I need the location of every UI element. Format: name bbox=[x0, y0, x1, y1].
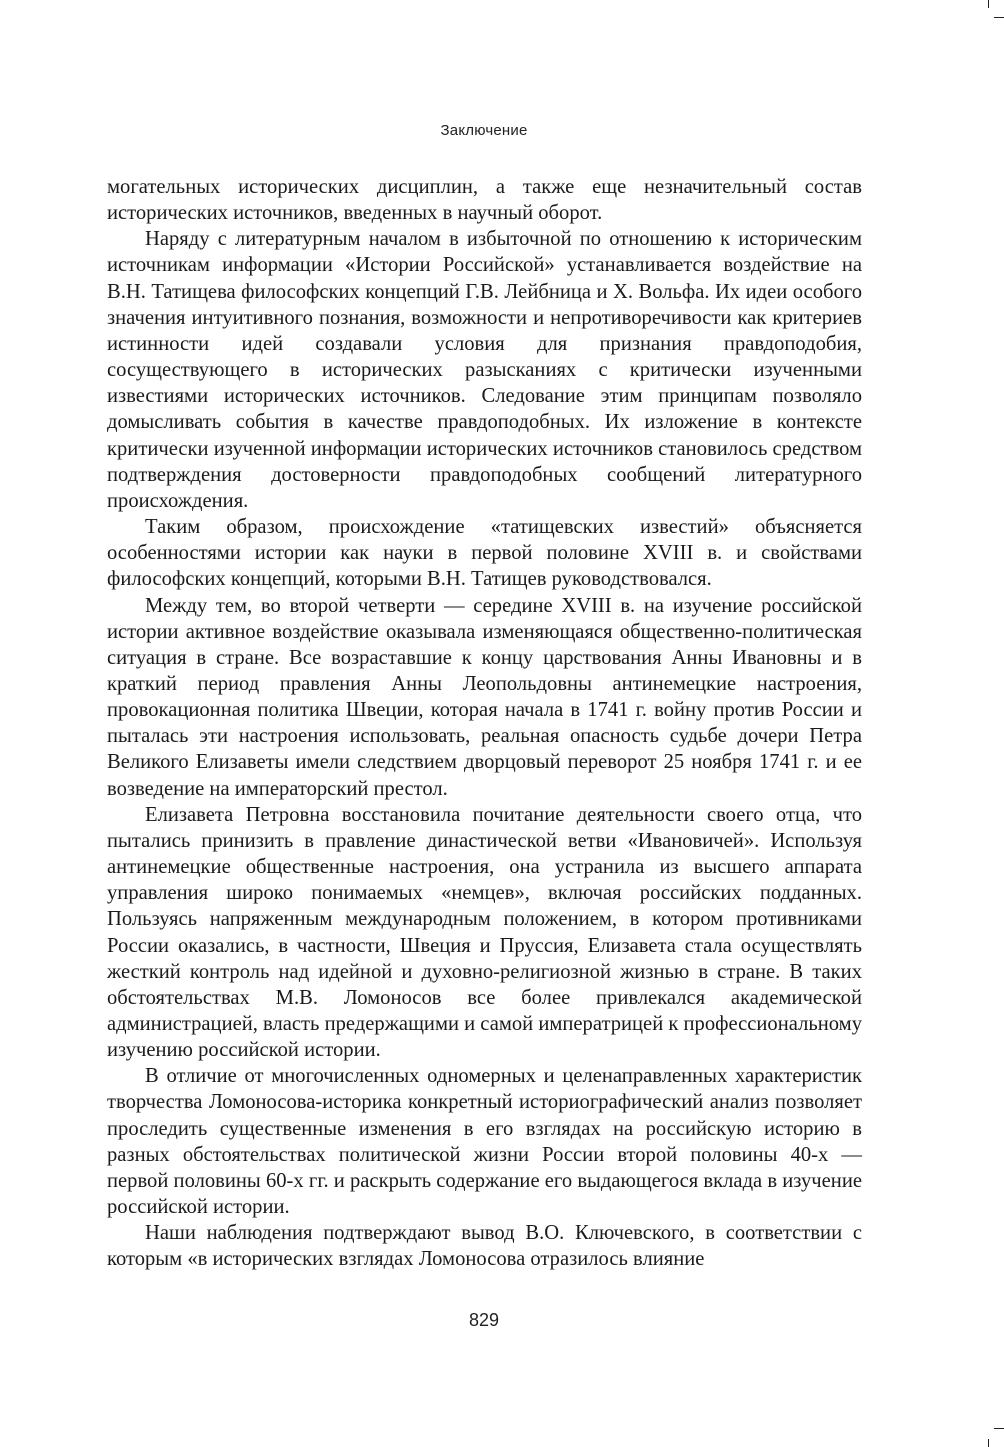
paragraph-1: могательных исторических дисциплин, а также еще незначительный состав исторических источников, введенных в научный оборот. bbox=[107, 176, 862, 225]
paragraph-5: Елизавета Петровна восстановила почитание деятельности своего отца, что пытались принизить в правление династической ветви «Ивановичей». Используя антинемецкие общественные настроения, она устранила из высшего аппарата управления широко понимаемых «немцев», включая российских подданных. Пользуясь напряженным международным положением, в котором противниками России оказались, в частности, Швеция и Пруссия, Елизавета стала осуществлять жесткий контроль над идейной и духовно-религиозной жизнью в стране. В таких обстоятельствах М.В. Ломоносов все более привлекался академической администрацией, власть предержащими и самой императрицей к профессиональному изучению российской истории. bbox=[107, 803, 862, 1062]
paragraph-4: Между тем, во второй четверти — середине XVIII в. на изучение российской истории активное воздействие оказывала изменяющаяся общественно-политическая ситуация в стране. Все возраставшие к концу царствования Анны Ивановны и в краткий период правления Анны Леопольдовны антинемецкие настроения, провокационная политика Швеции, которая начала в 1741 г. войну против России и пыталась эти настроения использовать, реальная опасность судьбе дочери Петра Великого Елизаветы имели следствием дворцовый переворот 25 ноября 1741 г. и ее возведение на императорский престол. bbox=[107, 594, 862, 800]
crop-mark-top-right-vertical bbox=[988, 0, 989, 8]
crop-mark-top-right-horizontal bbox=[994, 17, 1004, 18]
paragraph-7: Наши наблюдения подтверждают вывод В.О. Ключевского, в соответствии с которым «в исторических взглядах Ломоносова отразилось влияние bbox=[107, 1222, 862, 1271]
paragraph-6: В отличие от многочисленных одномерных и целенаправленных характеристик творчества Ломоносова-историка конкретный историографический анализ позволяет проследить существенные изменения в его взглядах на российскую историю в разных обстоятельствах политической жизни России второй половины 40-х — первой половины 60-х гг. и раскрыть содержание его выдающегося вклада в изучение российской истории. bbox=[107, 1065, 862, 1219]
paragraph-3: Таким образом, происхождение «татищевских известий» объясняется особенностями истории как науки в первой половине XVIII в. и свойствами философских концепций, которыми В.Н. Татищев руководствовался. bbox=[107, 516, 862, 591]
crop-mark-bottom-right-horizontal bbox=[994, 1428, 1004, 1429]
crop-mark-bottom-right-vertical bbox=[988, 1439, 989, 1447]
main-text bbox=[107, 174, 862, 1273]
paragraph-2: Наряду с литературным началом в избыточной по отношению к историческим источникам информации «Истории Российской» устанавливается воздействие на В.Н. Татищева философских концепций Г.В. Лейбница и Х. Вольфа. Их идеи особого значения интуитивного познания, возможности и непротиворечивости как критериев истинности идей создавали условия для признания правдоподобия, сосуществующего в исторических разысканиях с критически изученными известиями исторических источников. Следование этим принципам позволяло домысливать события в качестве правдоподобных. Их изложение в контексте критически изученной информации исторических источников становилось средством подтверждения достоверности правдоподобных сообщений литературного происхождения. bbox=[107, 228, 862, 512]
page-number: 829 bbox=[468, 1310, 500, 1330]
running-title: Заключение bbox=[440, 122, 528, 139]
